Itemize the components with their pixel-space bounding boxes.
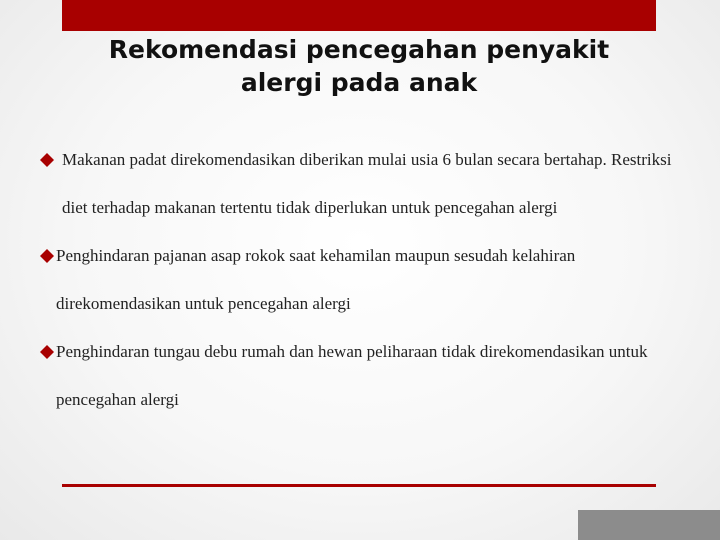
bullet-text: Makanan padat direkomendasikan diberikan mulai usia 6 bulan secara bertahap. Restriksi diet terhadap makanan tertentu tidak diperlukan untuk pencegahan alergi [62,150,672,217]
bottom-divider [62,484,656,487]
bullet-text: Penghindaran tungau debu rumah dan hewan peliharaan tidak direkomendasikan untuk pencegahan alergi [56,342,648,409]
top-accent-bar [62,0,656,31]
bullet-item [40,328,700,424]
corner-decoration [578,510,720,540]
diamond-icon [40,153,54,167]
title-line-1: Rekomendasi pencegahan penyakit [108,35,610,64]
diamond-icon [40,249,54,263]
bullet-text: Penghindaran pajanan asap rokok saat kehamilan maupun sesudah kelahiran direkomendasikan untuk pencegahan alergi [56,246,576,313]
bullet-item [40,136,700,232]
title-line-2: alergi pada anak [240,68,478,97]
diamond-icon [40,345,54,359]
slide-title [62,33,656,99]
bullet-item [40,232,700,328]
bullet-list [40,136,700,424]
